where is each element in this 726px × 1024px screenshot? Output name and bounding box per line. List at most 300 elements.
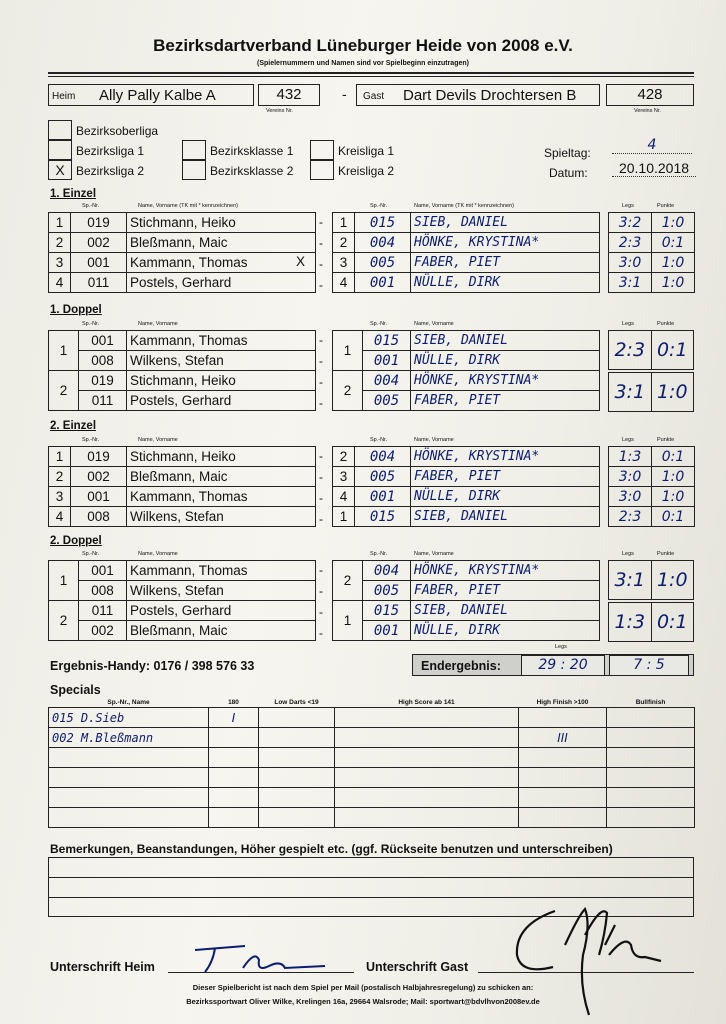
player-name (127, 213, 316, 233)
player-name-text: Kammann, Thomas (130, 489, 248, 504)
specials-cell[interactable] (259, 768, 335, 788)
home-club-no: 432 (258, 84, 320, 106)
col-name-tk: Name, Vorname (TK mit * kennzeichnen) (138, 203, 238, 209)
player-name (127, 487, 316, 507)
doppel1-home-row (49, 391, 316, 411)
endergebnis-legs: 29 : 20 (521, 655, 605, 676)
einzel1-home-row (49, 273, 316, 293)
player-number: 019 (71, 447, 127, 467)
player-number: 001 (363, 351, 411, 371)
player-name: Kammann, Thomas (127, 331, 316, 351)
pair-position: 1 (333, 331, 363, 371)
specials-cell[interactable] (209, 748, 259, 768)
specials-cell[interactable] (519, 808, 607, 828)
einzel2-home-row (49, 487, 316, 507)
row-separator: - (319, 333, 323, 347)
points-value: 1:0 (652, 467, 695, 487)
player-number: 005 (355, 467, 411, 487)
doppel2-home-row (49, 561, 316, 581)
einzel1-score-row (609, 253, 695, 273)
points-value: 1:0 (652, 253, 695, 273)
doppel1-home-row (49, 371, 316, 391)
player-number: 002 (71, 233, 127, 253)
player-name: SIEB, DANIEL (411, 507, 600, 527)
spieltag-value: 4 (612, 137, 692, 154)
specials-cell[interactable] (607, 748, 695, 768)
einzel1-score-row (609, 233, 695, 253)
points-value: 0:1 (651, 603, 694, 641)
points-value: 1:0 (652, 213, 695, 233)
einzel2-home-row (49, 447, 316, 467)
einzel1-guest-row (333, 213, 600, 233)
player-number: 002 (71, 467, 127, 487)
pair-position: 2 (333, 371, 363, 411)
endergebnis-label: Endergebnis: (421, 659, 501, 673)
guest-label: Gast (363, 91, 385, 102)
position-number: 3 (333, 467, 355, 487)
specials-cell[interactable] (519, 748, 607, 768)
col-punkte: Punkte (657, 203, 675, 209)
row-separator: - (319, 215, 323, 229)
einzel2-home-row (49, 467, 316, 487)
header-rule (48, 72, 694, 74)
einzel1-guest-row (333, 253, 600, 273)
einzel1-home-row (49, 213, 316, 233)
home-label: Heim (52, 91, 76, 102)
specials-cell[interactable] (259, 708, 335, 728)
checkbox-bezirksoberliga[interactable] (48, 120, 72, 140)
label-kreisliga-1: Kreisliga 1 (338, 144, 395, 158)
player-name-text: Stichmann, Heiko (130, 215, 236, 230)
specials-cell[interactable] (209, 788, 259, 808)
player-name: Wilkens, Stefan (127, 351, 316, 371)
player-number: 015 (363, 331, 411, 351)
col-name: Name, Vorname (138, 321, 178, 327)
checkbox-kreisliga-2[interactable] (310, 160, 334, 180)
player-name (127, 233, 316, 253)
player-name: FABER, PIET (411, 581, 600, 601)
doppel2-guest-table (332, 560, 600, 641)
specials-row (49, 788, 695, 808)
player-name-text: Bleßmann, Maic (130, 235, 228, 250)
specials-cell[interactable] (607, 708, 695, 728)
specials-cell[interactable] (335, 808, 519, 828)
player-number: 001 (355, 273, 411, 293)
einzel1-home-row (49, 253, 316, 273)
specials-cell[interactable]: 002 M.Bleßmann (49, 728, 209, 748)
position-number: 3 (49, 487, 71, 507)
footer-line-1: Dieser Spielbericht ist nach dem Spiel per Mail (postalisch Halbjahresregelung) zu schicken an: (192, 983, 534, 992)
position-number: 2 (333, 233, 355, 253)
player-name (127, 467, 316, 487)
player-number: 011 (79, 601, 127, 621)
doppel2-home-row (49, 621, 316, 641)
position-number: 1 (49, 213, 71, 233)
specials-cell[interactable] (335, 748, 519, 768)
einzel2-score-row (609, 507, 695, 527)
position-number: 4 (333, 487, 355, 507)
section-doppel-1-title: 1. Doppel (50, 304, 102, 316)
position-number: 4 (49, 273, 71, 293)
label-bezirksoberliga: Bezirksoberliga (76, 124, 159, 138)
row-separator: - (319, 375, 323, 389)
doppel1-guest-row (333, 371, 600, 391)
player-number: 008 (79, 351, 127, 371)
points-value: 0:1 (652, 507, 695, 527)
player-number: 005 (363, 581, 411, 601)
header-rule-thin (48, 76, 694, 77)
label-bezirksklasse-2: Bezirksklasse 2 (210, 164, 294, 178)
legs-value: 1:3 (614, 611, 646, 633)
points-value: 1:0 (652, 273, 695, 293)
col-name: Name, Vorname (138, 437, 178, 443)
col-legs: Legs (622, 203, 634, 209)
section-einzel-2-title: 2. Einzel (50, 420, 97, 432)
player-name-text: Postels, Gerhard (130, 275, 232, 290)
pair-position: 2 (49, 601, 79, 641)
pair-position: 2 (333, 561, 363, 601)
specials-cell[interactable] (259, 788, 335, 808)
player-name: Wilkens, Stefan (127, 581, 316, 601)
player-name (127, 507, 316, 527)
points-value: 0:1 (652, 447, 695, 467)
end-legs-label: Legs (555, 644, 567, 650)
einzel1-guest-row (333, 273, 600, 293)
doppel2-guest-row (333, 561, 600, 581)
doppel2-score-box (608, 560, 694, 600)
einzel1-home-row (49, 233, 316, 253)
home-team-name: Ally Pally Kalbe A (99, 87, 216, 104)
endergebnis-points: 7 : 5 (609, 655, 689, 676)
doppel2-home-row (49, 601, 316, 621)
specials-cell[interactable] (209, 768, 259, 788)
player-number: 002 (79, 621, 127, 641)
einzel1-guest-row (333, 233, 600, 253)
player-number: 008 (71, 507, 127, 527)
col-name: Name, Vorname (414, 437, 454, 443)
specials-cell[interactable] (259, 728, 335, 748)
guest-club-no: 428 (606, 84, 694, 106)
specials-cell[interactable] (259, 808, 335, 828)
doppel1-guest-row (333, 391, 600, 411)
player-name: Kammann, Thomas (127, 561, 316, 581)
player-name: Bleßmann, Maic (127, 621, 316, 641)
position-number: 4 (333, 273, 355, 293)
checkbox-bezirksliga-1[interactable] (48, 140, 72, 160)
specials-header-cell: 180 (209, 697, 259, 708)
specials-header-cell: Sp.-Nr., Name (49, 697, 209, 708)
einzel1-score-row (609, 273, 695, 293)
guest-club-no-label: Vereins Nr. (634, 108, 661, 114)
specials-cell[interactable] (49, 788, 209, 808)
remarks-line (49, 877, 693, 878)
col-spnr: Sp.-Nr. (82, 437, 100, 443)
player-name: NÜLLE, DIRK (411, 273, 600, 293)
position-number: 3 (333, 253, 355, 273)
player-number: 001 (355, 487, 411, 507)
einzel2-home-row (49, 507, 316, 527)
specials-cell[interactable]: I (209, 708, 259, 728)
doppel2-guest-row (333, 621, 600, 641)
checkbox-bezirksklasse-2[interactable] (182, 160, 206, 180)
doppel1-guest-row (333, 331, 600, 351)
einzel1-score-table (608, 212, 695, 293)
doppel1-home-table (48, 330, 316, 411)
player-name: HÖNKE, KRYSTINA* (411, 447, 600, 467)
points-value: 0:1 (651, 331, 694, 369)
specials-title: Specials (50, 683, 101, 697)
player-name: NÜLLE, DIRK (411, 351, 600, 371)
pair-position: 1 (49, 561, 79, 601)
specials-row (49, 728, 695, 748)
player-number: 001 (71, 487, 127, 507)
player-name: FABER, PIET (411, 253, 600, 273)
doppel2-guest-row (333, 581, 600, 601)
row-separator: - (319, 605, 323, 619)
legs-value: 3:1 (614, 569, 646, 591)
ergebnis-handy-number: 0176 / 398 576 33 (153, 659, 255, 673)
datum-value: 20.10.2018 (612, 160, 696, 177)
legs-value: 3:0 (609, 253, 652, 273)
player-name: Postels, Gerhard (127, 391, 316, 411)
col-spnr: Sp.-Nr. (370, 203, 388, 209)
specials-cell[interactable] (209, 808, 259, 828)
col-legs: Legs (622, 551, 634, 557)
col-name: Name, Vorname (138, 551, 178, 557)
player-name: Stichmann, Heiko (127, 371, 316, 391)
player-number: 004 (355, 447, 411, 467)
sheet-subtitle: (Spielernummern und Namen sind vor Spielbeginn einzutragen) (257, 60, 469, 67)
player-name: HÖNKE, KRYSTINA* (411, 371, 600, 391)
einzel2-home-table (48, 446, 316, 527)
specials-cell[interactable] (335, 728, 519, 748)
col-spnr: Sp.-Nr. (82, 203, 100, 209)
position-number: 1 (333, 213, 355, 233)
doppel1-home-row (49, 331, 316, 351)
player-name-text: Bleßmann, Maic (130, 469, 228, 484)
col-name-tk: Name, Vorname (TK mit * kennzeichnen) (414, 203, 514, 209)
player-number: 004 (355, 233, 411, 253)
specials-header-cell: High Finish >100 (519, 697, 607, 708)
player-name-text: Kammann, Thomas (130, 255, 248, 270)
pair-position: 1 (333, 601, 363, 641)
guest-team-box (356, 84, 600, 106)
col-name: Name, Vorname (414, 551, 454, 557)
specials-cell[interactable] (49, 748, 209, 768)
checkbox-bezirksklasse-1[interactable] (182, 140, 206, 160)
specials-row (49, 748, 695, 768)
doppel2-score-box (608, 602, 694, 642)
specials-cell[interactable] (49, 808, 209, 828)
specials-cell[interactable] (49, 768, 209, 788)
col-punkte: Punkte (657, 551, 675, 557)
specials-cell[interactable] (607, 768, 695, 788)
specials-cell[interactable] (335, 768, 519, 788)
row-separator: - (319, 626, 323, 640)
pair-position: 1 (49, 331, 79, 371)
legs-value: 3:2 (609, 213, 652, 233)
player-number: 004 (363, 561, 411, 581)
signature-guest-label: Unterschrift Gast (366, 960, 469, 974)
specials-cell[interactable] (607, 788, 695, 808)
legs-value: 3:1 (609, 273, 652, 293)
doppel2-home-row (49, 581, 316, 601)
player-number: 001 (363, 621, 411, 641)
position-number: 2 (333, 447, 355, 467)
section-doppel-2-title: 2. Doppel (50, 535, 102, 547)
position-number: 3 (49, 253, 71, 273)
specials-header-cell: Low Darts <19 (259, 697, 335, 708)
checkbox-kreisliga-1[interactable] (310, 140, 334, 160)
doppel1-score-box (608, 372, 694, 412)
player-name: FABER, PIET (411, 391, 600, 411)
points-value: 1:0 (652, 487, 695, 507)
einzel2-guest-row (333, 507, 600, 527)
label-bezirksklasse-1: Bezirksklasse 1 (210, 144, 294, 158)
checkbox-bezirksliga-2[interactable]: X (48, 160, 72, 180)
player-name: SIEB, DANIEL (411, 331, 600, 351)
player-number: 004 (363, 371, 411, 391)
team-separator: - (342, 86, 347, 102)
points-value: 0:1 (652, 233, 695, 253)
player-number: 015 (355, 507, 411, 527)
col-spnr: Sp.-Nr. (370, 437, 388, 443)
legs-value: 3:1 (614, 381, 646, 403)
player-name: NÜLLE, DIRK (411, 621, 600, 641)
specials-cell[interactable] (607, 808, 695, 828)
points-value: 1:0 (651, 373, 694, 411)
specials-cell[interactable] (519, 768, 607, 788)
guest-team-name: Dart Devils Drochtersen B (403, 87, 577, 104)
player-name: SIEB, DANIEL (411, 601, 600, 621)
player-number: 001 (79, 331, 127, 351)
player-number: 015 (363, 601, 411, 621)
position-number: 1 (333, 507, 355, 527)
endergebnis-box (412, 654, 694, 676)
specials-cell[interactable]: III (519, 728, 607, 748)
player-name (127, 273, 316, 293)
row-separator: - (319, 584, 323, 598)
player-name (127, 447, 316, 467)
row-separator: - (319, 257, 323, 271)
specials-cell[interactable] (259, 748, 335, 768)
position-number: 1 (49, 447, 71, 467)
player-name-text: Wilkens, Stefan (130, 509, 224, 524)
pair-position: 2 (49, 371, 79, 411)
col-spnr: Sp.-Nr. (370, 321, 388, 327)
signature-home-image (185, 940, 335, 978)
doppel1-guest-row (333, 351, 600, 371)
einzel2-score-row (609, 447, 695, 467)
mark-x: X (295, 254, 305, 269)
row-separator: - (319, 278, 323, 292)
doppel1-score-box (608, 330, 694, 370)
player-number: 005 (355, 253, 411, 273)
einzel1-guest-table (332, 212, 600, 293)
specials-cell[interactable]: 015 D.Sieb (49, 708, 209, 728)
specials-header-cell: Bullfinish (607, 697, 695, 708)
col-legs: Legs (622, 321, 634, 327)
legs-value: 2:3 (609, 507, 652, 527)
home-team-box (48, 84, 254, 106)
specials-row (49, 708, 695, 728)
einzel2-guest-row (333, 467, 600, 487)
player-number: 019 (79, 371, 127, 391)
remarks-title: Bemerkungen, Beanstandungen, Höher gespielt etc. (ggf. Rückseite benutzen und unterschreiben) (50, 842, 613, 856)
position-number: 2 (49, 467, 71, 487)
col-spnr: Sp.-Nr. (370, 551, 388, 557)
player-number: 019 (71, 213, 127, 233)
specials-cell[interactable] (519, 708, 607, 728)
label-kreisliga-2: Kreisliga 2 (338, 164, 395, 178)
row-separator: - (319, 563, 323, 577)
player-number: 011 (79, 391, 127, 411)
section-einzel-1-title: 1. Einzel (50, 188, 97, 200)
specials-cell[interactable] (607, 728, 695, 748)
legs-value: 3:0 (609, 487, 652, 507)
specials-cell[interactable] (335, 788, 519, 808)
specials-row (49, 768, 695, 788)
player-name: HÖNKE, KRYSTINA* (411, 561, 600, 581)
player-number: 011 (71, 273, 127, 293)
legs-value: 2:3 (609, 233, 652, 253)
player-name: NÜLLE, DIRK (411, 487, 600, 507)
spieltag-label: Spieltag: (544, 146, 591, 160)
col-spnr: Sp.-Nr. (82, 551, 100, 557)
einzel2-guest-row (333, 487, 600, 507)
doppel1-home-row (49, 351, 316, 371)
home-club-no-label: Vereins Nr. (266, 108, 293, 114)
col-punkte: Punkte (657, 437, 675, 443)
row-separator: - (319, 449, 323, 463)
player-number: 005 (363, 391, 411, 411)
col-spnr: Sp.-Nr. (82, 321, 100, 327)
row-separator: - (319, 470, 323, 484)
points-value: 1:0 (651, 561, 694, 599)
row-separator: - (319, 354, 323, 368)
col-legs: Legs (622, 437, 634, 443)
specials-header-cell: High Score ab 141 (335, 697, 519, 708)
position-number: 2 (49, 233, 71, 253)
einzel2-score-row (609, 487, 695, 507)
player-name (127, 253, 316, 273)
player-number: 015 (355, 213, 411, 233)
specials-cell[interactable] (519, 788, 607, 808)
doppel2-guest-row (333, 601, 600, 621)
player-name: HÖNKE, KRYSTINA* (411, 233, 600, 253)
specials-row (49, 808, 695, 828)
row-separator: - (319, 236, 323, 250)
einzel1-score-row (609, 213, 695, 233)
row-separator: - (319, 491, 323, 505)
player-name: Postels, Gerhard (127, 601, 316, 621)
row-separator: - (319, 396, 323, 410)
row-separator: - (319, 512, 323, 526)
einzel2-score-table (608, 446, 695, 527)
specials-header-row (49, 697, 695, 708)
sheet-title: Bezirksdartverband Lüneburger Heide von 2008 e.V. (153, 36, 573, 55)
col-punkte: Punkte (657, 321, 675, 327)
player-name-text: Stichmann, Heiko (130, 449, 236, 464)
einzel2-score-row (609, 467, 695, 487)
label-bezirksliga-2: Bezirksliga 2 (76, 164, 145, 178)
player-number: 008 (79, 581, 127, 601)
player-number: 001 (71, 253, 127, 273)
footer-line-2: Bezirkssportwart Oliver Wilke, Krelingen 16a, 29664 Walsrode; Mail: sportwart@bdvlhvon2008ev.de (186, 997, 540, 1006)
specials-cell[interactable] (209, 728, 259, 748)
datum-label: Datum: (549, 166, 588, 180)
specials-cell[interactable] (335, 708, 519, 728)
